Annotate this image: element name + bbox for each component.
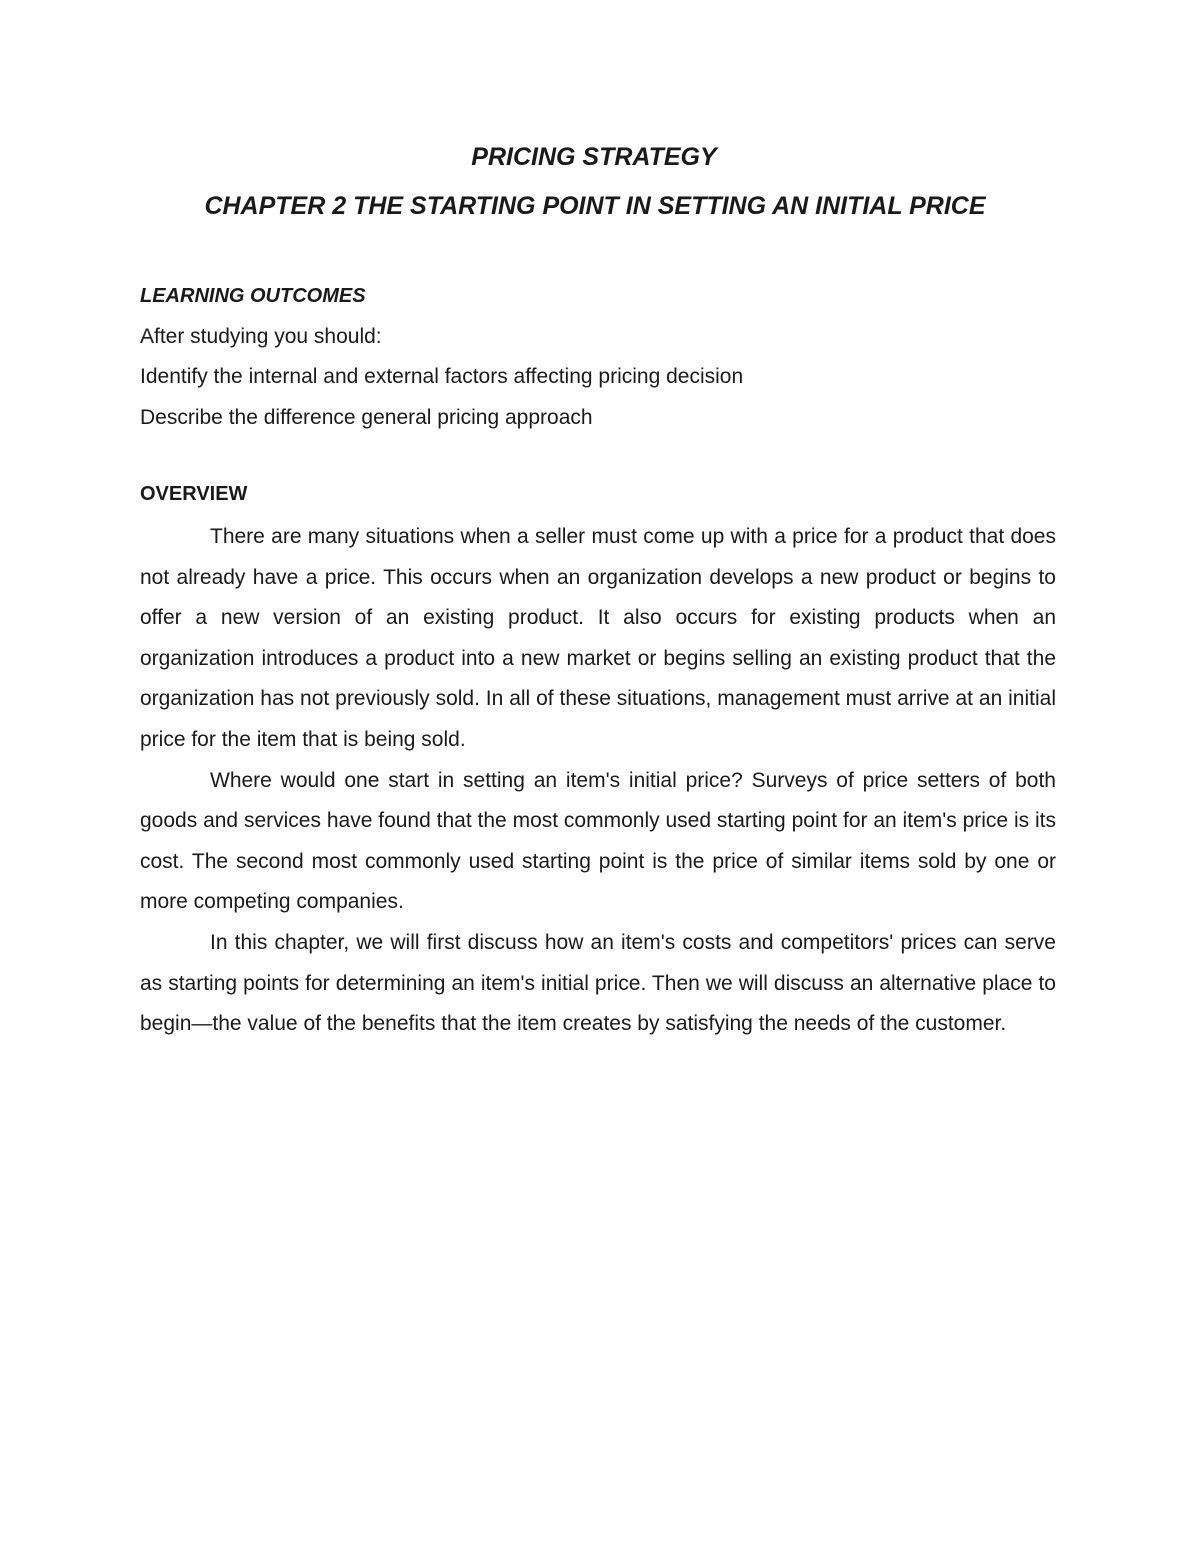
overview-paragraph: Where would one start in setting an item's initial price? Surveys of price setters of both goods and services have found that the most commonly used starting point for an item's price is its cost. The second most commonly used starting point is the price of similar items sold by one or more competing companies. bbox=[140, 768, 1056, 914]
document-title: PRICING STRATEGY bbox=[471, 143, 717, 171]
learning-outcome-item: Describe the difference general pricing approach bbox=[140, 405, 593, 429]
learning-outcomes-heading: LEARNING OUTCOMES bbox=[140, 285, 366, 307]
learning-outcomes-intro: After studying you should: bbox=[140, 324, 382, 348]
overview-paragraph: In this chapter, we will first discuss how an item's costs and competitors' prices can serve as starting points for determining an item's initial price. Then we will discuss an alternative place to begin—the value of the benefits that the item creates by satisfying the needs of the customer. bbox=[140, 930, 1056, 1036]
overview-heading: OVERVIEW bbox=[140, 483, 248, 505]
overview-paragraph: There are many situations when a seller must come up with a price for a product that does not already have a price. This occurs when an organization develops a new product or begins to offer a new version of an existing product. It also occurs for existing products when an organization introduces a product into a new market or begins selling an existing product that the organization has not previously sold. In all of these situations, management must arrive at an initial price for the item that is being sold. bbox=[140, 525, 1056, 751]
learning-outcome-item: Identify the internal and external factors affecting pricing decision bbox=[140, 365, 744, 388]
chapter-title: CHAPTER 2 THE STARTING POINT IN SETTING AN INITIAL PRICE bbox=[204, 192, 986, 220]
overview-section bbox=[140, 517, 1056, 1045]
learning-outcomes-section bbox=[140, 276, 1056, 438]
